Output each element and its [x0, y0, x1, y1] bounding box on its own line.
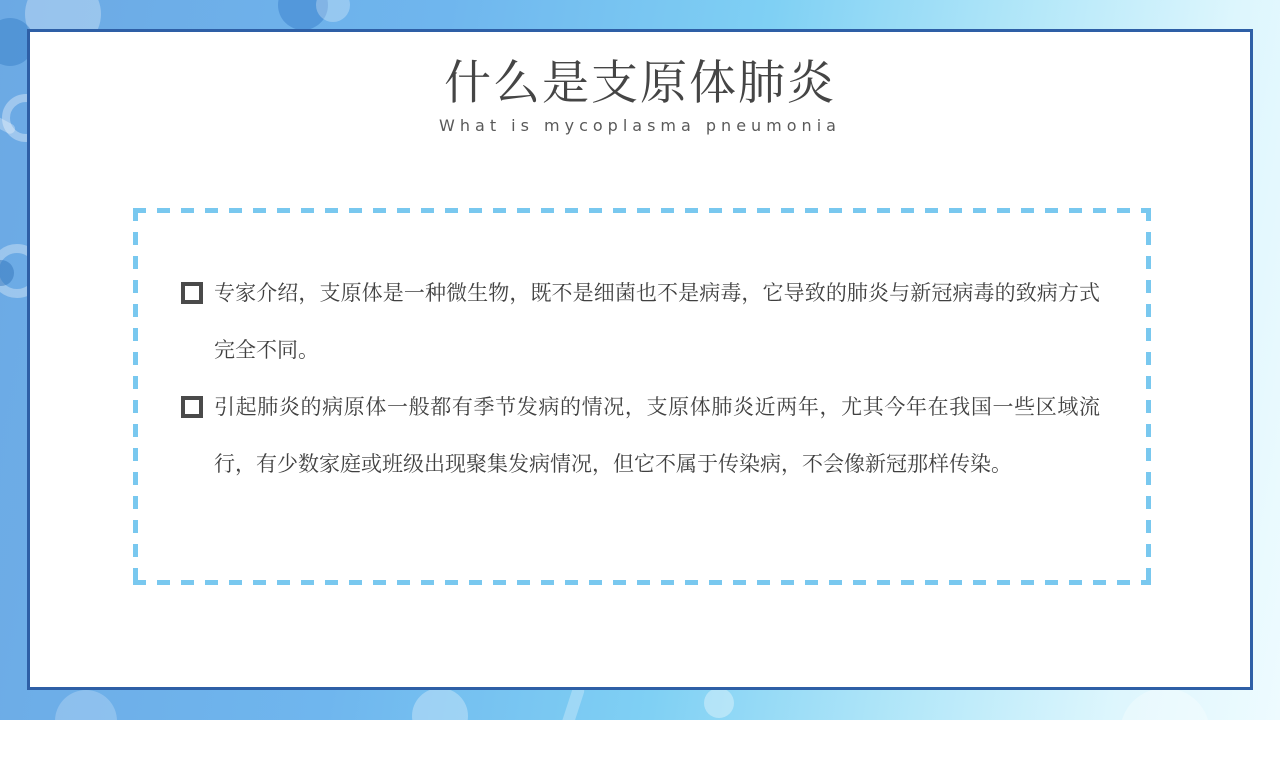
page-subtitle: What is mycoplasma pneumonia [439, 116, 841, 135]
page-title: 什么是支原体肺炎 [444, 56, 836, 111]
molecule-bond-decoration [558, 683, 585, 736]
molecule-decoration [55, 690, 117, 752]
content-box [133, 208, 1151, 585]
bullet-text: 引起肺炎的病原体一般都有季节发病的情况，支原体肺炎近两年，尤其今年在我国一些区域流行，有少数家庭或班级出现聚集发病情况，但它不属于传染病，不会像新冠那样传染。 [214, 395, 1100, 476]
bullet-text: 专家介绍，支原体是一种微生物，既不是细菌也不是病毒，它导致的肺炎与新冠病毒的致病方式完全不同。 [214, 281, 1100, 362]
molecule-decoration [704, 688, 734, 718]
molecule-decoration [412, 688, 468, 744]
list-item [181, 265, 1100, 379]
bullet-list [181, 265, 1100, 493]
list-item [181, 379, 1100, 493]
square-bullet-icon [181, 396, 203, 418]
slide-card [27, 29, 1253, 690]
square-bullet-icon [181, 282, 203, 304]
molecule-decoration [1120, 688, 1210, 778]
